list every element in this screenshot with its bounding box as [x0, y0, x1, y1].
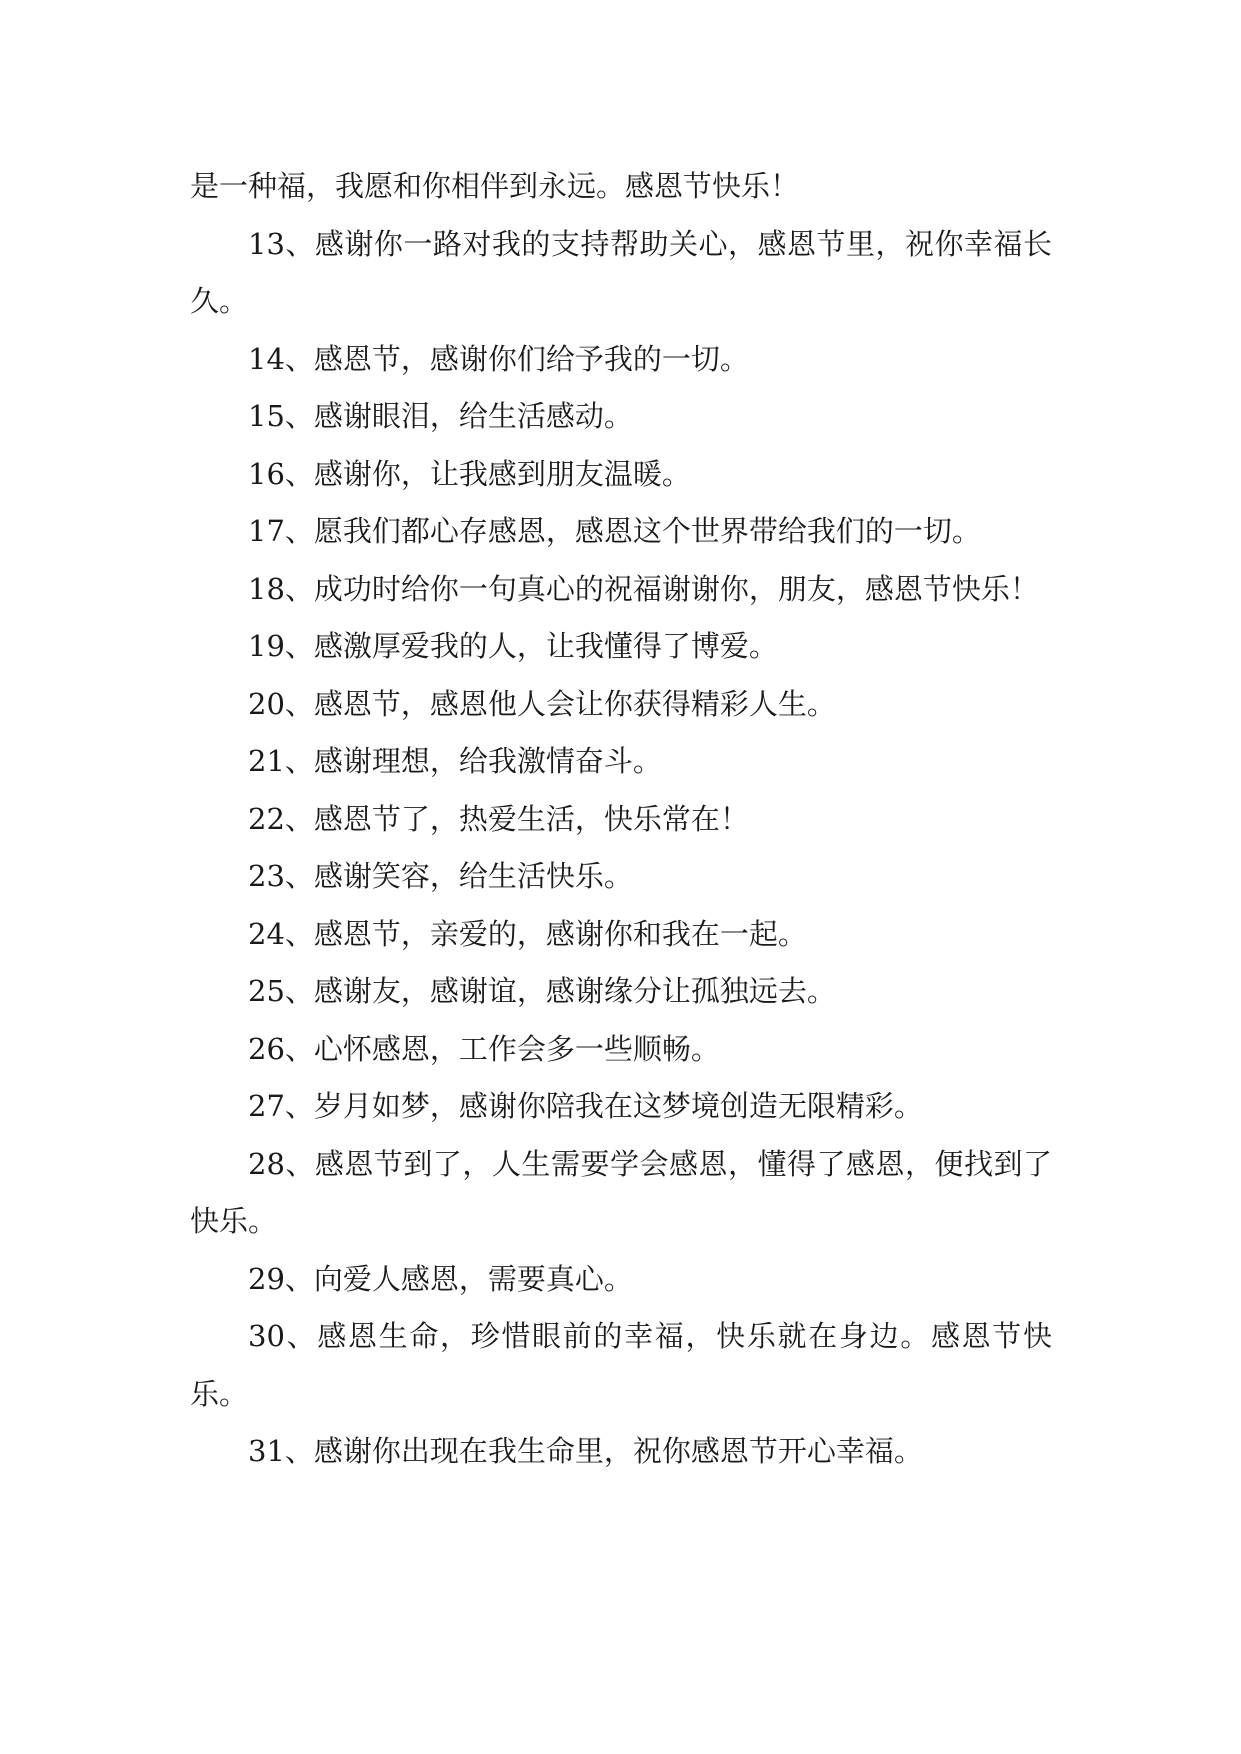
- continued-paragraph: 是一种福，我愿和你相伴到永远。感恩节快乐！: [190, 169, 800, 203]
- list-item-paragraph: 18、成功时给你一句真心的祝福谢谢你，朋友，感恩节快乐！: [248, 571, 1039, 606]
- list-item-paragraph: 24、感恩节，亲爱的，感谢你和我在一起。: [248, 916, 807, 951]
- list-item-paragraph: 25、感谢友，感谢谊，感谢缘分让孤独远去。: [248, 974, 836, 1008]
- document-body: [190, 158, 1052, 1481]
- list-item-paragraph: 28、感恩节到了，人生需要学会感恩，懂得了感恩，便找到了快乐。: [190, 1146, 1052, 1238]
- list-item-paragraph: 15、感谢眼泪，给生活感动。: [248, 399, 633, 433]
- list-item-paragraph: 13、感谢你一路对我的支持帮助关心，感恩节里，祝你幸福长久。: [190, 226, 1052, 318]
- list-item-paragraph: 14、感恩节，感谢你们给予我的一切。: [248, 341, 749, 376]
- list-item-paragraph: 26、心怀感恩，工作会多一些顺畅。: [248, 1031, 720, 1066]
- list-item-paragraph: 16、感谢你，让我感到朋友温暖。: [248, 456, 691, 491]
- list-item-paragraph: 27、岁月如梦，感谢你陪我在这梦境创造无限精彩。: [248, 1089, 923, 1123]
- list-item-paragraph: 23、感谢笑容，给生活快乐。: [248, 859, 633, 893]
- list-item-paragraph: 17、愿我们都心存感恩，感恩这个世界带给我们的一切。: [248, 514, 981, 548]
- list-item-paragraph: 30、感恩生命，珍惜眼前的幸福，快乐就在身边。感恩节快乐。: [190, 1319, 1052, 1411]
- list-item-paragraph: 19、感激厚爱我的人，让我懂得了博爱。: [248, 629, 778, 663]
- list-item-paragraph: 31、感谢你出现在我生命里，祝你感恩节开心幸福。: [248, 1434, 923, 1468]
- list-item-paragraph: 20、感恩节，感恩他人会让你获得精彩人生。: [248, 686, 836, 721]
- list-item-paragraph: 22、感恩节了，热爱生活，快乐常在！: [248, 801, 749, 836]
- list-item-paragraph: 21、感谢理想，给我激情奋斗。: [248, 744, 662, 778]
- list-item-paragraph: 29、向爱人感恩，需要真心。: [248, 1261, 633, 1296]
